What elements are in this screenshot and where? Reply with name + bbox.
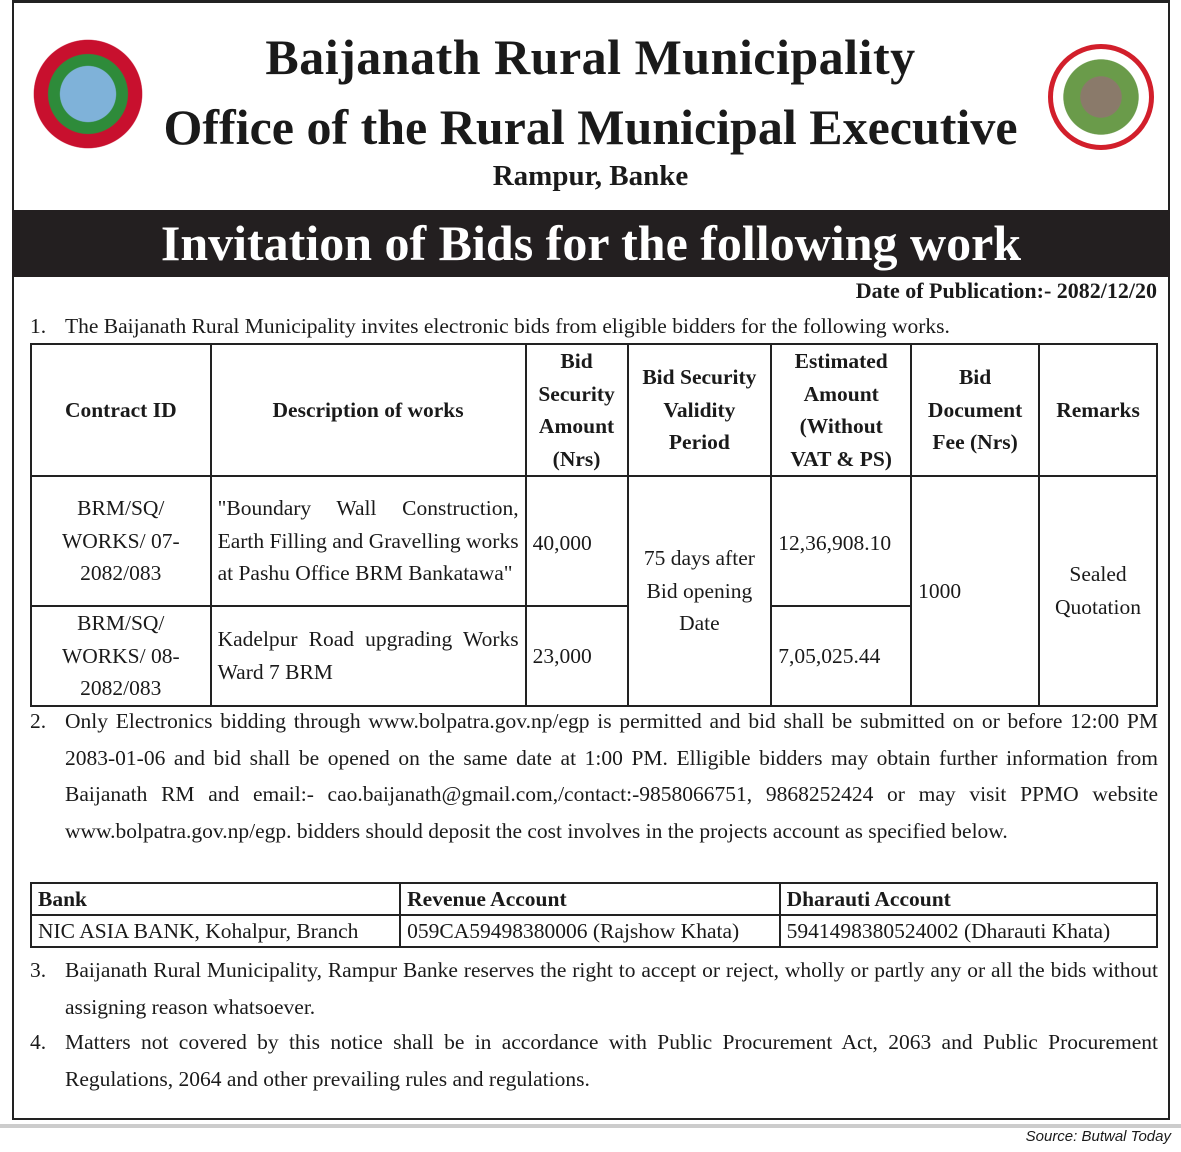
para-4 <box>30 1024 1158 1097</box>
para-3 <box>30 952 1158 1025</box>
work-description: Kadelpur Road upgrading Works Ward 7 BRM <box>211 606 526 706</box>
col-header: Bid Security Validity Period <box>628 344 772 476</box>
estimated-amount: 7,05,025.44 <box>771 606 911 706</box>
para-number: 1. <box>30 314 47 338</box>
para-1 <box>30 308 1158 345</box>
table-row <box>31 476 1157 606</box>
para-text: Matters not covered by this notice shall be in accordance with Public Procurement Act, 2063 and Public Procurement Regulations, 2064 and other prevailing rules and regulations. <box>65 1030 1158 1091</box>
table-header-row <box>31 883 1157 915</box>
para-text: The Baijanath Rural Municipality invites electronic bids from eligible bidders for the following works. <box>65 314 950 338</box>
validity-period: 75 days after Bid opening Date <box>628 476 772 706</box>
bank-table <box>30 882 1158 948</box>
col-header: Contract ID <box>31 344 211 476</box>
source-credit: Source: Butwal Today <box>1025 1128 1171 1145</box>
col-header: Bank <box>31 883 400 915</box>
municipality-title: Baijanath Rural Municipality <box>265 29 916 85</box>
work-description: "Boundary Wall Construction, Earth Filling and Gravelling works at Pashu Office BRM Bankatawa" <box>211 476 526 606</box>
col-header: Remarks <box>1039 344 1157 476</box>
bid-security: 23,000 <box>526 606 628 706</box>
office-title: Office of the Rural Municipal Executive <box>163 99 1018 155</box>
bank-name: NIC ASIA BANK, Kohalpur, Branch <box>31 915 400 947</box>
remarks: Sealed Quotation <box>1039 476 1157 706</box>
contract-id: BRM/SQ/ WORKS/ 08-2082/083 <box>31 606 211 706</box>
col-header: Revenue Account <box>400 883 779 915</box>
contract-id: BRM/SQ/ WORKS/ 07-2082/083 <box>31 476 211 606</box>
col-header: Bid Document Fee (Nrs) <box>911 344 1039 476</box>
para-number: 2. <box>30 709 47 733</box>
publication-date: Date of Publication:- 2082/12/20 <box>855 278 1157 303</box>
para-text: Only Electronics bidding through www.bolpatra.gov.np/egp is permitted and bid shall be submitted on or before 12:00 PM 2083-01-06 and bid shall be opened on the same date at 1:00 PM. Elligible bidders may obtain further information from Baijanath RM and email:- cao.baijanath@gmail.com,/contact:-9858066751, 9868252424 or may visit PPMO website www.bolpatra.gov.np/egp. bidders should deposit the cost involves in the projects account as specified below. <box>65 709 1158 843</box>
dharauti-account: 5941498380524002 (Dharauti Khata) <box>780 915 1157 947</box>
para-number: 3. <box>30 958 47 982</box>
bid-security: 40,000 <box>526 476 628 606</box>
col-header: Estimated Amount (Without VAT & PS) <box>771 344 911 476</box>
table-row <box>31 915 1157 947</box>
document-fee: 1000 <box>911 476 1039 706</box>
col-header: Bid Security Amount (Nrs) <box>526 344 628 476</box>
col-header: Description of works <box>211 344 526 476</box>
notice-banner: Invitation of Bids for the following work <box>12 210 1170 277</box>
table-header-row <box>31 344 1157 476</box>
location: Rampur, Banke <box>492 160 689 192</box>
para-2 <box>30 703 1158 849</box>
para-text: Baijanath Rural Municipality, Rampur Banke reserves the right to accept or reject, wholly or partly any or all the bids without assigning reason whatsoever. <box>65 958 1158 1019</box>
estimated-amount: 12,36,908.10 <box>771 476 911 606</box>
bids-table <box>30 343 1158 707</box>
col-header: Dharauti Account <box>780 883 1157 915</box>
para-number: 4. <box>30 1030 47 1054</box>
revenue-account: 059CA59498380006 (Rajshow Khata) <box>400 915 779 947</box>
print-strip <box>0 1124 1181 1128</box>
